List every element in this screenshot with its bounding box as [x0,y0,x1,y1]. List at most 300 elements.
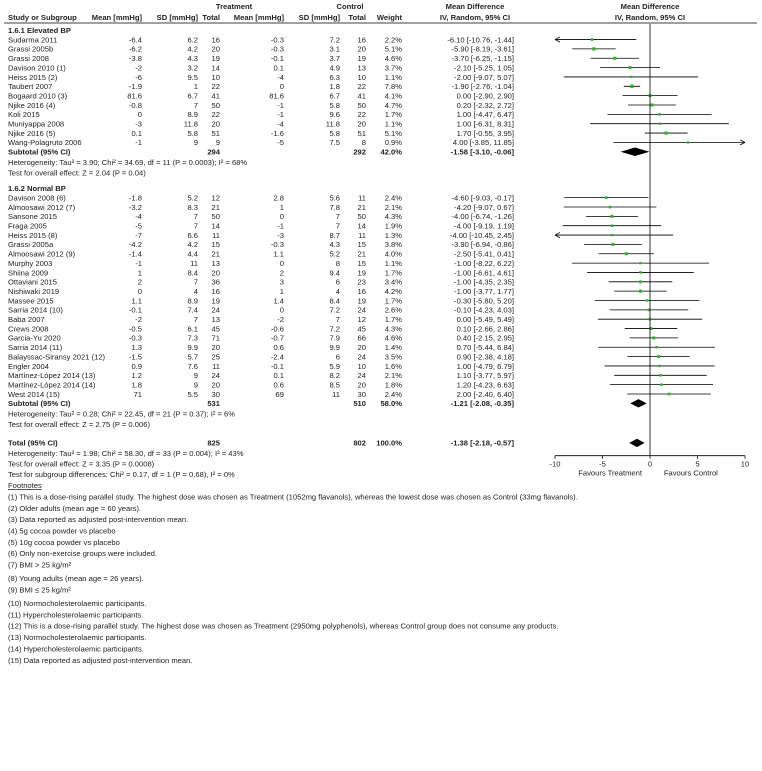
total-stat-text: Test for subgroup differences: Chi² = 0.17, df = 1 (P = 0.68), I² = 0% [8,469,235,479]
point-estimate [639,262,641,264]
control-mean-value: -0.3 [270,44,284,54]
study-name: Davison 2008 (6) [8,193,66,203]
treatment-total-value: 20 [211,343,220,353]
footnote: (8) Young adults (mean age = 26 years). [8,574,144,584]
md-table-header: Mean Difference [445,2,505,11]
subtotal-weight: 58.0% [380,399,402,409]
heterogeneity-text: Heterogeneity: Tau² = 0.28; Chi² = 22.45, df = 21 (P = 0.37); I² = 6% [8,409,236,419]
control-total-value: 11 [358,230,366,240]
control-total-value: 66 [357,333,366,343]
treatment-mean-value: -0.5 [128,324,142,334]
control-total-value: 21 [357,249,366,259]
control-mean-value: 0 [279,305,284,315]
control-mean-value: -1 [277,110,284,120]
study-name: Fraga 2005 [8,221,47,231]
total-stat-text: Heterogeneity: Tau² = 1.98; Chi² = 58.30, df = 33 (P = 0.004); I² = 43% [8,449,244,459]
footnote: (14) Hypercholesterolaemic participants. [8,644,144,654]
treatment-total-value: 19 [211,54,220,64]
study-name: Sarria 2014 (10) [8,305,63,315]
control-sd-value: 5.2 [329,249,340,259]
treatment-sd-value: 9.5 [187,72,198,82]
md-ci-value: -1.00 [-6.61, 4.61] [454,268,514,278]
subgroup-title: 1.6.2 Normal BP [8,184,66,194]
control-sd-value: 1.8 [329,82,340,92]
treatment-sd-value: 6.6 [187,230,198,240]
control-sd-value: 9.4 [329,268,340,278]
point-estimate [658,365,660,367]
treatment-sd-value: 7 [193,277,198,287]
treatment-total-value: 14 [211,63,220,73]
treatment-sd-value: 9 [193,138,198,148]
treatment-mean-value: 1.3 [131,343,142,353]
subtotal-ci: -1.21 [-2.08, -0.35] [450,399,514,409]
control-mean-value: 3 [279,277,284,287]
control-sd-value: 7.8 [329,202,340,212]
point-estimate [658,123,660,125]
study-name: Almoosawi 2012 (9) [8,249,76,259]
control-total-value: 11 [358,193,366,203]
control-mean-value: -1.6 [270,128,284,138]
md-ci-value: 0.00 [-5.49, 5.49] [456,315,514,324]
md-ci-value: -1.00 [-4.35, 2.35] [454,277,514,287]
md-ci-value: 0.70 [-5.44, 6.84] [456,343,514,353]
md-ci-value: 0.00 [-2.90, 2.90] [456,91,514,101]
point-estimate [687,141,689,143]
control-total-value: 19 [357,268,366,278]
treatment-mean-value: -1.9 [128,82,142,92]
point-estimate [659,374,662,377]
control-sd-value: 7.2 [329,35,340,45]
treatment-sd-value: 6.1 [187,324,198,334]
md-ci-value: -0.10 [-4.23, 4.03] [454,305,514,315]
control-mean-value: 0.6 [273,380,284,390]
md-ci-value: 2.00 [-2.40, 6.40] [456,389,514,399]
control-mean-value: 81.6 [269,91,284,101]
control-total-value: 13 [357,63,366,73]
treatment-sd-value: 8.3 [187,202,198,212]
treatment-sd-value: 8.9 [187,110,198,120]
point-estimate [639,290,642,293]
footnote: (2) Older adults (mean age = 60 years). [8,503,142,513]
study-name: Nishiwaki 2019 [8,286,60,296]
treatment-total-value: 22 [211,82,220,92]
total-diamond [629,439,644,447]
subtotal-diamond [621,148,650,156]
study-name: Ottaviani 2015 [8,277,57,287]
treatment-total-value: 9 [215,138,220,148]
control-mean-value: -0.6 [270,324,284,334]
control-sd-value: 7 [335,315,340,324]
control-mean-value: -1 [277,100,284,110]
control-sd-value: 7.2 [329,324,340,334]
control-sd-header: SD [mmHg] [298,13,340,22]
footnote: (1) This is a dose-rising parallel study. The highest dose was chosen as Treatment (1052mg flavanols), whereas the lowest dose was chosen as Control (33mg flavanols). [8,492,578,502]
study-name: Garcia-Yu 2020 [8,333,61,343]
control-sd-value: 9.6 [329,110,340,120]
total-treatment-total: 825 [207,438,220,448]
weight-header: Weight [376,13,402,22]
weight-value: 1.7% [384,296,402,306]
treatment-mean-value: -1.5 [128,352,142,362]
md-ci-value: -0.30 [-5.80, 5.20] [454,296,514,306]
treatment-mean-value: -6.4 [128,35,142,45]
control-total-value: 24 [357,352,366,362]
control-sd-value: 4.9 [329,63,340,73]
weight-value: 2.4% [384,193,402,203]
control-total-value: 14 [357,221,366,231]
md-ci-value: 4.00 [-3.85, 11.85] [452,138,514,148]
control-total-value: 20 [357,119,366,129]
study-name: Martínez-López 2014 (14) [8,380,96,390]
treatment-mean-value: -6 [135,72,142,82]
point-estimate [610,215,613,218]
point-estimate [665,131,668,134]
footnote: (4) 5g cocoa powder vs placebo [8,526,116,536]
subtotal-control-total: 510 [353,399,366,409]
study-header: Study or Subgroup [8,13,77,22]
total-weight: 100.0% [376,438,402,448]
md-ci-value: 1.00 [-4.79, 6.79] [456,361,514,371]
treatment-total-value: 20 [211,44,220,54]
treatment-total-value: 30 [211,389,220,399]
treatment-total-value: 41 [211,91,220,101]
subtotal-label: Subtotal (95% CI) [8,147,71,157]
treatment-total-value: 71 [211,333,220,343]
subtotal-treatment-total: 531 [207,399,220,409]
treatment-sd-header: SD [mmHg] [156,13,198,22]
weight-value: 4.6% [384,54,402,64]
treatment-sd-value: 4.4 [187,249,198,259]
treatment-mean-value: -0.8 [128,100,142,110]
control-mean-value: -2 [277,315,284,324]
treatment-total-value: 36 [211,277,220,287]
control-mean-value: -0.7 [270,333,284,343]
treatment-mean-value: -2 [135,315,142,324]
weight-value: 1.6% [384,361,402,371]
weight-value: 4.6% [384,333,402,343]
treatment-mean-value: 0.9 [131,361,142,371]
control-total-value: 30 [357,389,366,399]
weight-value: 4.3% [384,324,402,334]
control-sd-value: 8.7 [329,230,340,240]
control-total-value: 10 [357,72,366,82]
subtotal-diamond [630,399,646,407]
footnote: (3) Data reported as adjusted post-intervention mean. [8,515,189,525]
weight-value: 5.1% [384,128,402,138]
treatment-sd-value: 5.5 [187,389,198,399]
treatment-sd-value: 7.6 [187,361,198,371]
point-estimate [629,66,632,69]
treatment-total-value: 19 [211,296,220,306]
treatment-mean-value: -4.2 [128,240,142,250]
point-estimate [652,336,655,339]
weight-value: 4.1% [384,91,402,101]
study-name: Grassi 2008 [8,54,49,64]
study-name: Almoosawi 2012 (7) [8,202,76,212]
treatment-mean-value: -2 [135,63,142,73]
x-tick-label: 10 [740,459,750,469]
control-mean-value: 0 [279,258,284,268]
treatment-sd-value: 7 [193,315,198,324]
treatment-mean-value: 0 [137,286,142,296]
control-mean-value: -1 [277,221,284,231]
x-tick-label: 0 [647,459,653,469]
treatment-sd-value: 7.3 [187,333,198,343]
treatment-total-value: 24 [211,371,220,381]
control-sd-value: 6 [335,277,340,287]
treatment-total-value: 16 [211,286,220,296]
md-ci-value: -1.90 [-2.76, -1.04] [451,82,514,92]
treatment-total-value: 25 [211,352,220,362]
heterogeneity-text: Heterogeneity: Tau² = 3.90; Chi² = 34.69, df = 11 (P = 0.0003); I² = 68% [8,157,248,167]
md-ci-value: -2.00 [-9.07, 5.07] [454,72,514,82]
control-mean-value: -2.4 [270,352,284,362]
control-total-value: 22 [357,110,366,120]
study-name: Heiss 2015 (2) [8,72,58,82]
md-ci-value: -4.00 [-10.45, 2.45] [449,230,514,240]
control-mean-value: 1.1 [273,249,284,259]
treatment-sd-value: 8.9 [187,296,198,306]
study-name: West 2014 (15) [8,389,60,399]
weight-value: 1.9% [384,221,402,231]
point-estimate [605,196,608,199]
footnotes-title: Footnotes [8,481,42,491]
point-estimate [625,252,628,255]
treatment-mean-value: 71 [133,389,142,399]
subgroup-title: 1.6.1 Elevated BP [8,26,71,35]
control-sd-value: 6.7 [329,91,340,101]
treatment-sd-value: 1 [193,82,198,92]
md-ci-value: -6.10 [-10.76, -1.44] [447,35,514,45]
treatment-mean-value: -6.2 [128,44,142,54]
weight-value: 3.8% [384,240,402,250]
control-sd-value: 4 [335,286,340,296]
overall-effect-text: Test for overall effect: Z = 2.04 (P = 0.04) [8,168,146,178]
weight-value: 1.7% [384,110,402,120]
treatment-sd-value: 7 [193,221,198,231]
control-mean-value: 0.6 [273,343,284,353]
treatment-total-header: Total [202,13,220,22]
x-tick-label: -10 [549,459,561,469]
total-control-total: 802 [353,438,366,448]
control-mean-value: -4 [277,72,284,82]
point-estimate [660,383,663,386]
control-sd-value: 5.8 [329,100,340,110]
control-total-value: 50 [357,100,366,110]
study-name: Baba 2007 [8,315,45,324]
control-total-value: 15 [357,240,366,250]
point-estimate [646,299,649,302]
md-ci-value: 0.20 [-2.32, 2.72] [456,100,514,110]
treatment-total-value: 20 [211,268,220,278]
footnote: (9) BMI ≤ 25 kg/m² [8,585,71,595]
weight-value: 1.4% [384,343,402,353]
control-total-value: 24 [357,371,366,381]
total-label: Total (95% CI) [8,438,58,448]
control-sd-value: 7 [335,212,340,222]
treatment-mean-value: -1 [135,138,142,148]
control-sd-value: 8.4 [329,296,340,306]
study-name: Njike 2016 (5) [8,128,56,138]
treatment-total-value: 11 [212,361,220,371]
footnote: (5) 10g cocoa powder vs placebo [8,537,120,547]
weight-value: 1.7% [384,315,402,324]
control-sd-value: 7.2 [329,305,340,315]
control-mean-value: -5 [277,138,284,148]
control-mean-value: -0.1 [270,361,284,371]
weight-value: 1.8% [384,380,402,390]
total-ci: -1.38 [-2.18, -0.57] [450,438,514,448]
overall-effect-text: Test for overall effect: Z = 2.75 (P = 0.006) [8,419,150,429]
control-total-value: 19 [357,296,366,306]
weight-value: 7.8% [384,82,402,92]
control-sd-value: 4.3 [329,240,340,250]
treatment-mean-value: 2 [137,277,142,287]
md-ci-value: 0.90 [-2.38, 4.18] [456,352,514,362]
footnote: (10) Normocholesterolaemic participants. [8,599,147,608]
md-plot-header: Mean Difference [620,2,680,11]
control-total-value: 50 [357,212,366,222]
point-estimate [592,47,595,50]
weight-value: 3.5% [384,352,402,362]
control-sd-value: 11 [332,389,340,399]
weight-value: 1.3% [384,230,402,240]
x-tick-label: -5 [599,459,606,469]
md-ci-value: -4.20 [-9.07, 0.67] [454,202,514,212]
control-mean-value: -4 [277,119,284,129]
study-name: Balayssac-Siransy 2021 (12) [8,352,106,362]
weight-value: 4.7% [384,100,402,110]
control-total-value: 23 [357,277,366,287]
control-mean-value: -0.3 [270,240,284,250]
footnote: (6) Only non-exercise groups were included. [8,549,157,559]
treatment-mean-value: -4 [135,212,142,222]
treatment-mean-value: -1.8 [128,193,142,203]
treatment-mean-value: -3 [135,119,142,129]
study-name: Shiina 2009 [8,268,49,278]
control-mean-value: 0 [279,82,284,92]
point-estimate [668,393,671,396]
point-estimate [630,85,634,89]
control-sd-value: 8.5 [329,380,340,390]
control-mean-value: -0.3 [270,35,284,45]
favours-treatment-label: Favours Treatment [578,468,642,478]
treatment-sd-value: 5.8 [187,128,198,138]
study-name: Wang-Polagruto 2006 [8,138,82,148]
md-ci-value: -2.50 [-5.41, 0.41] [454,249,514,259]
point-estimate [630,76,632,78]
treatment-mean-value: -3.8 [128,54,142,64]
subtotal-label: Subtotal (95% CI) [8,399,71,409]
point-estimate [650,103,653,106]
treatment-mean-value: -0.1 [128,305,142,315]
point-estimate [639,280,642,283]
control-sd-value: 11.8 [325,119,340,129]
weight-value: 3.7% [384,63,402,73]
treatment-total-value: 20 [211,119,220,129]
md-ci-value: 1.00 [-6.31, 8.31] [456,119,514,129]
treatment-total-value: 50 [211,212,220,222]
control-total-value: 51 [357,128,366,138]
footnote: (13) Normocholesterolaemic participants. [8,633,147,643]
treatment-mean-value: 0 [137,110,142,120]
treatment-mean-value: 0.1 [131,128,142,138]
treatment-total-value: 15 [211,240,220,250]
control-mean-header: Mean [mmHg] [233,13,284,22]
treatment-sd-value: 7 [193,212,198,222]
treatment-mean-header: Mean [mmHg] [91,13,142,22]
study-name: Bogaard 2010 (3) [8,91,68,101]
control-mean-value: 0 [279,212,284,222]
control-total-value: 45 [357,324,366,334]
md-ci-value: 1.70 [-0.55, 3.95] [456,128,514,138]
control-sd-value: 8.2 [329,371,340,381]
control-mean-value: -3 [277,230,284,240]
point-estimate [655,346,657,348]
control-sd-value: 6.3 [329,72,340,82]
x-tick-label: 5 [695,459,700,469]
point-estimate [609,206,612,209]
footnote: (7) BMI > 25 kg/m² [8,560,72,570]
treatment-total-value: 45 [211,324,220,334]
md-ci-value: -2.10 [-5.25, 1.05] [454,63,514,73]
treatment-total-value: 21 [211,202,220,212]
control-sd-value: 8 [335,258,340,268]
md-ci-value: 0.10 [-2.66, 2.86] [456,324,514,334]
control-sd-value: 9.9 [329,343,340,353]
treatment-mean-value: -0.3 [128,333,142,343]
point-estimate [657,355,660,358]
treatment-sd-value: 7.4 [187,305,198,315]
md-ci-value: 1.20 [-4.23, 6.63] [456,380,514,390]
treatment-mean-value: 1.1 [131,296,142,306]
subtotal-weight: 42.0% [380,147,402,157]
treatment-header: Treatment [215,2,253,11]
treatment-sd-value: 9 [193,371,198,381]
treatment-sd-value: 9 [193,380,198,390]
control-total-value: 41 [357,91,366,101]
control-total-header: Total [348,13,366,22]
treatment-total-value: 21 [211,249,220,259]
total-stat-text: Test for overall effect: Z = 3.35 (P = 0.0008) [8,459,155,469]
control-sd-value: 7.9 [329,333,340,343]
study-name: Njike 2016 (4) [8,100,56,110]
weight-value: 1.1% [384,119,402,129]
control-total-value: 16 [357,286,366,296]
treatment-sd-value: 8.4 [187,268,198,278]
weight-value: 2.6% [384,305,402,315]
control-total-value: 20 [357,44,366,54]
footnote: (12) This is a dose-rising parallel study. The highest dose was chosen as Treatment (2950mg polyphenols), whereas Control group does not consume any products. [8,621,559,631]
study-name: Crews 2008 [8,324,49,334]
control-sd-value: 6 [335,352,340,362]
treatment-total-value: 13 [211,258,220,268]
treatment-sd-value: 4.2 [187,44,198,54]
md-ci-value: -4.00 [-6.74, -1.26] [451,212,514,222]
study-name: Engler 2004 [8,361,49,371]
md-ci-value: -4.60 [-9.03, -0.17] [451,193,514,203]
favours-control-label: Favours Control [663,468,718,478]
point-estimate [639,271,642,274]
point-estimate [611,234,613,236]
control-total-value: 24 [357,305,366,315]
weight-value: 2.4% [384,389,402,399]
treatment-sd-value: 9.9 [187,343,198,353]
treatment-mean-value: -1 [135,258,142,268]
weight-value: 3.4% [384,277,402,287]
treatment-total-value: 14 [211,221,220,231]
treatment-mean-value: 1.8 [131,380,142,390]
